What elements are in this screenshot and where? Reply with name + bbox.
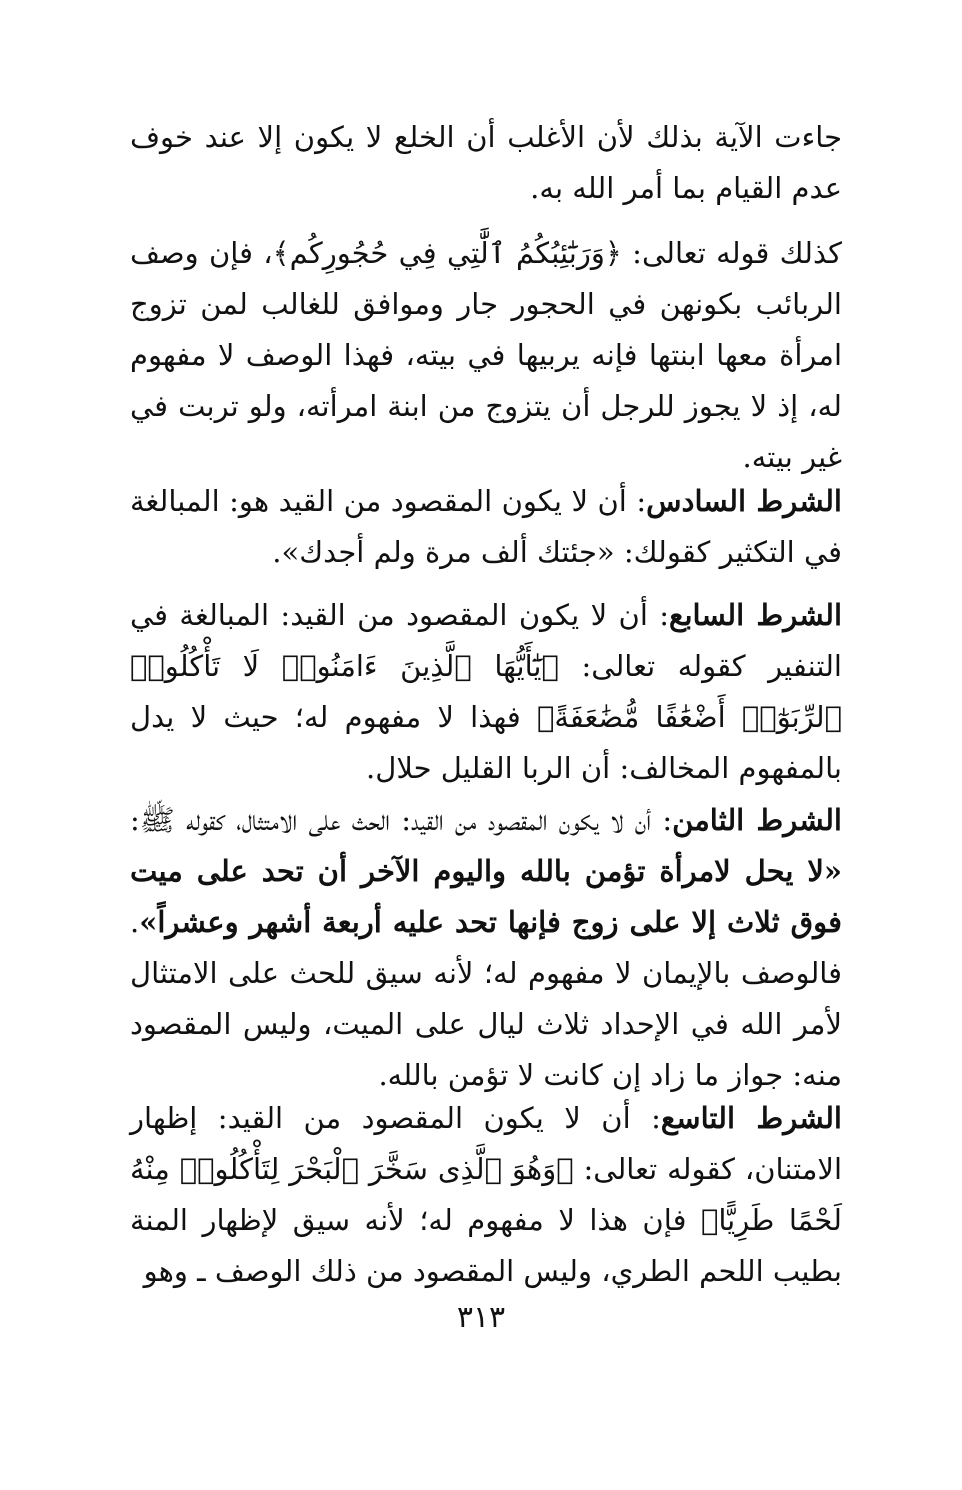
quran-verse: ﴿وَهُوَ ٱلَّذِى سَخَّرَ ٱلْبَحْرَ لِتَأْكُلُوا۟ مِنْهُ لَحْمًا طَرِيًّا﴾	[130, 1152, 842, 1237]
condition-heading: الشرط السادس	[646, 484, 842, 518]
paragraph-khul-verse	[130, 112, 842, 214]
quran-verse: ﴿يَٰٓأَيُّهَا ٱلَّذِينَ ءَامَنُوا۟ لَا تَأْكُلُوا۟ ٱلرِّبَوٰٓا۟ أَضْعَٰفًا مُّضَٰعَفَةً﴾	[130, 649, 842, 734]
condition-heading: الشرط السابع	[669, 598, 842, 632]
paragraph-condition-7	[130, 590, 842, 794]
paragraph-body: : أن لا يكون المقصود من القيد هو: المبالغة في التكثير كقولك: «جئتك ألف مرة ولم أجدك».	[130, 484, 842, 569]
paragraph-intro: كذلك قوله تعالى:	[621, 236, 842, 270]
paragraph-intro: : أن لا يكون المقصود من القيد: الحث على الامتثال، كقوله ﷺ:	[130, 803, 673, 837]
paragraph-body: ، فإن وصف الربائب بكونهن في الحجور جار وموافق للغالب لمن تزوج امرأة معها ابنتها فإنه يربيها في بيته، فهذا الوصف لا مفهوم له، إذ لا يجوز للرجل أن يتزوج من ابنة امرأته، ولو تربت في غير بيته.	[130, 236, 842, 474]
condition-heading: الشرط التاسع	[660, 1101, 842, 1135]
page-number: ٣١٣	[456, 1300, 506, 1335]
paragraph-condition-6	[130, 476, 842, 578]
paragraph-body: . فالوصف بالإيمان لا مفهوم له؛ لأنه سيق للحث على الامتثال لأمر الله في الإحداد ثلاث ليال على الميت، وليس المقصود منه: جواز ما زاد إن كانت لا تؤمن بالله.	[130, 905, 842, 1092]
paragraph-intro: : أن لا يكون المقصود من القيد: المبالغة في التنفير كقوله تعالى:	[130, 598, 842, 683]
quran-verse: ﴿وَرَبَٰٓئِبُكُمُ ٱلَّٰتِي فِي حُجُورِكُم﴾	[272, 236, 622, 270]
paragraph-body: فهذا لا مفهوم له؛ حيث لا يدل بالمفهوم المخالف: أن الربا القليل حلال.	[130, 700, 842, 785]
paragraph-rabaib	[130, 228, 842, 483]
paragraph-condition-8	[130, 795, 842, 1101]
paragraph-text: جاءت الآية بذلك لأن الأغلب أن الخلع لا يكون إلا عند خوف عدم القيام بما أمر الله به.	[130, 120, 842, 205]
paragraph-body: فإن هذا لا مفهوم له؛ لأنه سيق لإظهار المنة بطيب اللحم الطري، وليس المقصود من ذلك الوصف ـ وهو	[130, 1203, 842, 1288]
hadith-quote: «لا يحل لامرأة تؤمن بالله واليوم الآخر أن تحد على ميت فوق ثلاث إلا على زوج فإنها تحد عليه أربعة أشهر وعشراً»	[130, 854, 842, 939]
paragraph-intro: : أن لا يكون المقصود من القيد: إظهار الامتنان، كقوله تعالى:	[130, 1101, 842, 1186]
paragraph-condition-9	[130, 1093, 842, 1297]
condition-heading: الشرط الثامن	[672, 803, 842, 837]
